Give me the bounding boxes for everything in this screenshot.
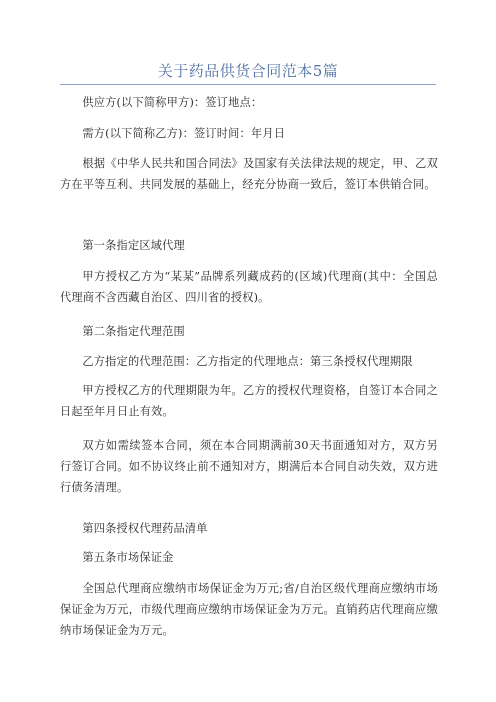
document-body [60, 266, 438, 308]
document-body [60, 123, 438, 144]
document-body [60, 518, 438, 539]
paragraph-renewal: 双方如需续签本合同，须在本合同期满前30天书面通知对方，双方另行签订合同。如不协议终止前不通知对方，期满后本合同自动失效，双方进行债务清理。 [60, 439, 438, 494]
document-body [60, 153, 438, 195]
section-heading-4: 第四条授权代理药品清单 [82, 522, 208, 535]
document-body [60, 435, 438, 498]
paragraph-deposit: 全国总代理商应缴纳市场保证金为万元;省/自治区级代理商应缴纳市场保证金为万元，市级代理商应缴纳市场保证金为万元。直销药店代理商应缴纳市场保证金为万元。 [60, 582, 438, 637]
paragraph-article-1: 甲方授权乙方为“某某”品牌系列藏成药的(区域)代理商(其中：全国总代理商不含西藏自治区、四川省的授权)。 [60, 270, 438, 304]
document-body [60, 235, 438, 256]
paragraph-preamble: 根据《中华人民共和国合同法》及国家有关法律法规的规定，甲、乙双方在平等互利、共同发展的基础上，经充分协商一致后，签订本供销合同。 [60, 157, 438, 191]
document-body [60, 380, 438, 422]
paragraph-supplier: 供应方(以下简称甲方)：签订地点： [82, 96, 263, 109]
section-heading-5: 第五条市场保证金 [82, 551, 174, 564]
paragraph-article-3: 甲方授权乙方的代理期限为年。乙方的授权代理资格，自签订本合同之日起至年月日止有效。 [60, 384, 438, 418]
document-body [60, 351, 438, 372]
document-body [60, 321, 438, 342]
section-heading-2: 第二条指定代理范围 [82, 325, 185, 338]
document-body [60, 578, 438, 641]
title-divider [60, 84, 436, 85]
section-heading-1: 第一条指定区域代理 [82, 239, 185, 252]
document-body [60, 547, 438, 568]
document-title: 关于药品供货合同范本5篇 [157, 62, 339, 80]
paragraph-buyer: 需方(以下简称乙方)：签订时间：年月日 [82, 127, 286, 140]
paragraph-article-2: 乙方指定的代理范围：乙方指定的代理地点：第三条授权代理期限 [82, 355, 413, 368]
document-body [60, 92, 438, 113]
